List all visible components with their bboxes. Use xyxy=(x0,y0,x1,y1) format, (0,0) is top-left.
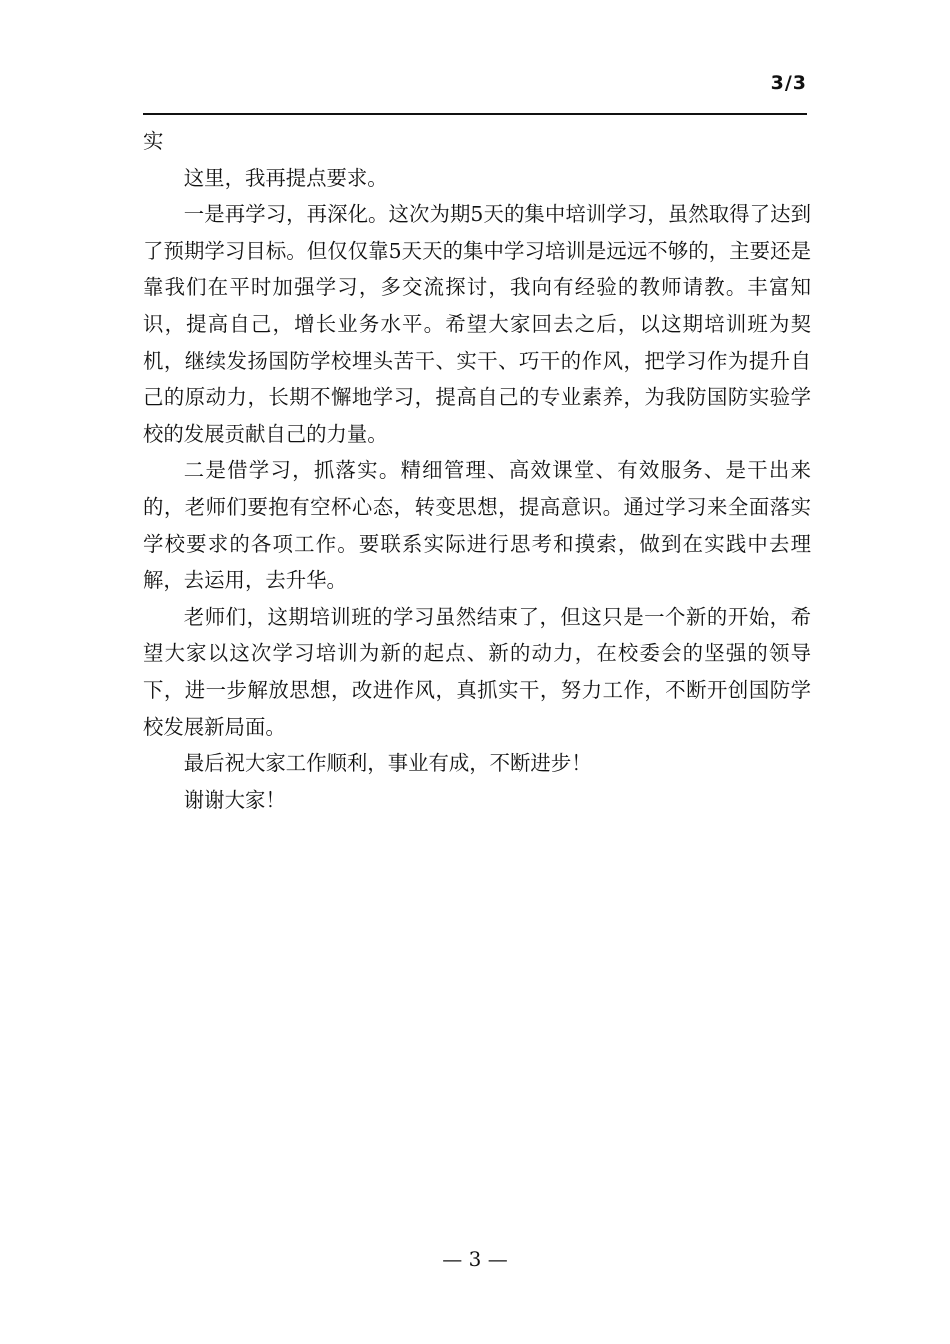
paragraph-second-requirement: 二是借学习，抓落实。精细管理、高效课堂、有效服务、是干出来的，老师们要抱有空杯心态，转变思想，提高意识。通过学习来全面落实学校要求的各项工作。要联系实际进行思考和摸索，做到在实践中去理解，去运用，去升华。 xyxy=(143,458,811,593)
paragraph-thanks: 谢谢大家！ xyxy=(183,787,286,812)
header-rule xyxy=(143,113,807,115)
page-counter: 3/3 xyxy=(770,72,807,94)
continuation-text: 实 xyxy=(143,129,164,153)
paragraph-closing: 老师们，这期培训班的学习虽然结束了，但这只是一个新的开始，希望大家以这次学习培训为新的起点、新的动力，在校委会的坚强的领导下，进一步解放思想，改进作风，真抓实干，努力工作，不断开创国防学校发展新局面。 xyxy=(143,604,811,739)
footer-page-number: — 3 — xyxy=(442,1247,508,1271)
document-body xyxy=(143,123,811,818)
paragraph-first-requirement: 一是再学习，再深化。这次为期5天的集中培训学习，虽然取得了达到了预期学习目标。但仅仅靠5天天的集中学习培训是远远不够的，主要还是靠我们在平时加强学习，多交流探讨，我向有经验的教师请教。丰富知识，提高自己，增长业务水平。希望大家回去之后，以这期培训班为契机，继续发扬国防学校埋头苦干、实干、巧干的作风，把学习作为提升自己的原动力，长期不懈地学习，提高自己的专业素养，为我防国防实验学校的发展贡献自己的力量。 xyxy=(143,202,811,446)
paragraph-intro: 这里，我再提点要求。 xyxy=(183,165,388,190)
paragraph-wishes: 最后祝大家工作顺利，事业有成，不断进步！ xyxy=(183,751,592,776)
